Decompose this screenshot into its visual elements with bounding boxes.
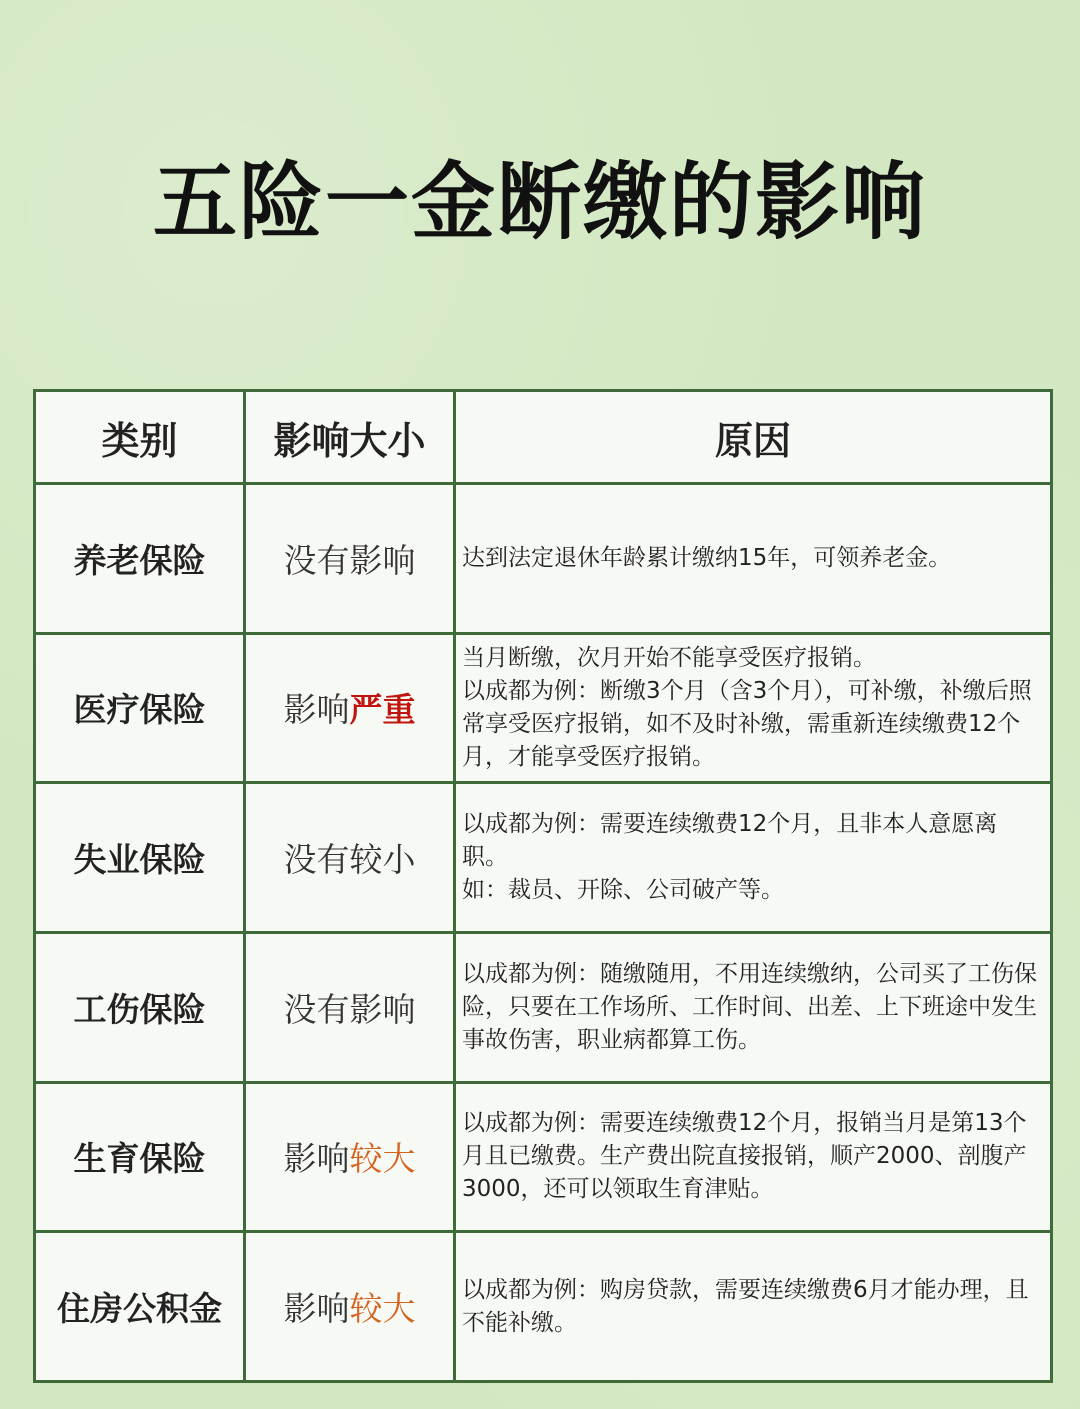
impact-cell <box>245 1082 455 1232</box>
page-title: 五险一金断缴的影响 <box>152 153 927 251</box>
category-cell: 失业保险 <box>35 783 245 933</box>
impact-highlight: 严重 <box>349 690 416 730</box>
category-cell: 工伤保险 <box>35 932 245 1082</box>
reason-cell <box>455 633 1052 783</box>
impact-highlight: 较大 <box>349 1139 416 1179</box>
impact-cell <box>245 1232 455 1382</box>
impact-cell <box>245 484 455 634</box>
reason-text: 以成都为例：需要连续缴费12个月，且非本人意愿离职。 如：裁员、开除、公司破产等。 <box>462 811 998 904</box>
impact-text: 没有影响 <box>283 989 416 1029</box>
reason-cell <box>455 1232 1052 1382</box>
table-header-row <box>35 391 1052 484</box>
impact-highlight: 较大 <box>349 1289 416 1329</box>
reason-cell <box>455 484 1052 634</box>
impact-text: 影响 <box>283 690 350 730</box>
reason-text: 以成都为例：随缴随用，不用连续缴纳，公司买了工伤保险，只要在工作场所、工作时间、出差、上下班途中发生事故伤害，职业病都算工伤。 <box>462 960 1037 1053</box>
reason-text: 当月断缴，次月开始不能享受医疗报销。 以成都为例：断缴3个月（含3个月），可补缴，补缴后照常享受医疗报销，如不及时补缴，需重新连续缴费12个月，才能享受医疗报销。 <box>462 644 1032 770</box>
table-row <box>35 484 1052 634</box>
header-reason: 原因 <box>455 391 1052 484</box>
reason-text: 以成都为例：购房贷款，需要连续缴费6月才能办理，且不能补缴。 <box>462 1276 1029 1336</box>
header-category: 类别 <box>35 391 245 484</box>
impact-text: 影响 <box>283 1139 350 1179</box>
category-cell: 住房公积金 <box>35 1232 245 1382</box>
table-row <box>35 783 1052 933</box>
reason-cell <box>455 932 1052 1082</box>
category-cell: 养老保险 <box>35 484 245 634</box>
table-row <box>35 633 1052 783</box>
impact-text: 没有影响 <box>283 540 416 580</box>
table-row <box>35 932 1052 1082</box>
impact-cell <box>245 783 455 933</box>
reason-text: 以成都为例：需要连续缴费12个月，报销当月是第13个月且已缴费。生产费出院直接报销，顺产2000、剖腹产3000，还可以领取生育津贴。 <box>462 1110 1027 1203</box>
impact-cell <box>245 633 455 783</box>
reason-cell <box>455 1082 1052 1232</box>
reason-cell <box>455 783 1052 933</box>
category-cell: 医疗保险 <box>35 633 245 783</box>
insurance-table <box>33 389 1053 1383</box>
impact-cell <box>245 932 455 1082</box>
header-impact: 影响大小 <box>245 391 455 484</box>
impact-text: 没有较小 <box>283 840 416 880</box>
impact-text: 影响 <box>283 1289 350 1329</box>
table-row <box>35 1082 1052 1232</box>
reason-text: 达到法定退休年龄累计缴纳15年，可领养老金。 <box>462 544 952 571</box>
table-row <box>35 1232 1052 1382</box>
category-cell: 生育保险 <box>35 1082 245 1232</box>
